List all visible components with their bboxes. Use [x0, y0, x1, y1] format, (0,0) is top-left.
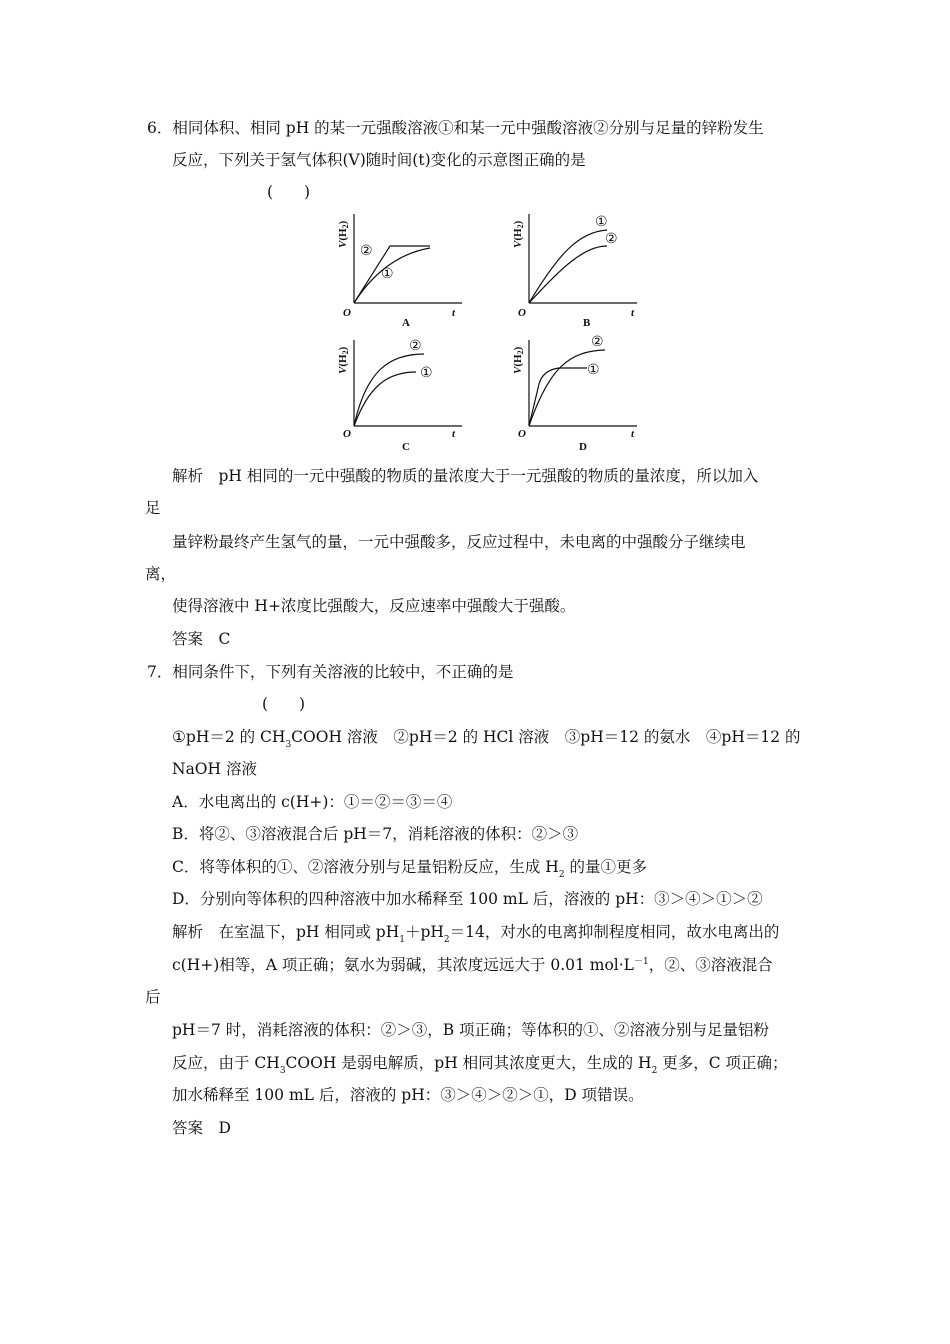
graph-b-origin: O: [518, 307, 526, 319]
graph-d-curve-label-2: ①: [587, 363, 600, 378]
graph-b-letter: B: [583, 317, 591, 329]
graph-a: [334, 208, 474, 333]
q7-option-d: D．分别向等体积的四种溶液中加水稀释至 100 mL 后，溶液的 pH：③＞④＞①＞②: [172, 890, 763, 908]
q7-analysis-line6: 加水稀释至 100 mL 后，溶液的 pH：③＞④＞②＞①，D 项错误。: [172, 1086, 644, 1104]
q6-answer: 答案 C: [172, 630, 231, 648]
q7-analysis-line4: pH＝7 时，消耗溶液的体积：②＞③，B 项正确；等体积的①、②溶液分别与足量铝粉: [172, 1021, 770, 1039]
graph-d-curve-label-1: ②: [591, 335, 604, 350]
graph-d-y-axis-label: V(H2): [512, 346, 525, 374]
graph-c: [334, 336, 474, 461]
q7-solutions-line1: ①pH＝2 的 $CH_3COOH$ 溶液 ②pH＝2 的 HCl 溶液 ③pH＝12 的氨水 ④pH＝12 的: [172, 728, 801, 750]
graph-b-curve-label-2: ②: [605, 232, 618, 247]
q7-analysis-line2: c(H+)相等，A 项正确；氨水为弱碱，其浓度远远大于 0.01 $mol\cdot L^{-1}$，②、③溶液混合: [172, 956, 773, 974]
q6-stem-line1: 6．相同体积、相同 pH 的某一元强酸溶液①和某一元中强酸溶液②分别与足量的锌粉发生: [147, 119, 764, 137]
q7-option-a: A．水电离出的 c(H+)：①＝②＝③＝④: [172, 793, 453, 811]
graph-d: [509, 336, 649, 461]
q6-analysis-line1: 解析 pH 相同的一元中强酸的物质的量浓度大于一元强酸的物质的量浓度，所以加入: [172, 467, 759, 485]
graph-c-curve-label-2: ①: [420, 366, 433, 381]
graph-d-origin: O: [518, 428, 526, 440]
q7-answer-blank: ( ): [262, 695, 306, 713]
q6-analysis-line5: 使得溶液中 H+浓度比强酸大，反应速率中强酸大于强酸。: [172, 597, 576, 615]
graph-c-letter: C: [402, 441, 410, 453]
q7-analysis-line3: 后: [145, 988, 161, 1006]
graph-c-y-axis-label: V(H2): [337, 346, 350, 374]
graph-b-y-axis-label: V(H2): [512, 220, 525, 248]
q7-stem: 7．相同条件下，下列有关溶液的比较中，不正确的是: [147, 663, 514, 681]
q7-option-b: B．将②、③溶液混合后 pH＝7，消耗溶液的体积：②＞③: [172, 825, 579, 843]
q6-analysis-line2: 足: [145, 499, 161, 517]
q6-analysis-line4: 离，: [145, 565, 177, 583]
graph-a-x-axis-label: t: [452, 307, 456, 319]
graph-a-letter: A: [402, 317, 410, 329]
q6-analysis-line3: 量锌粉最终产生氢气的量，一元中强酸多，反应过程中，未电离的中强酸分子继续电: [172, 533, 746, 551]
graph-c-origin: O: [343, 428, 351, 440]
graph-a-origin: O: [343, 307, 351, 319]
graph-a-curve-label-2: ①: [381, 267, 394, 282]
q7-answer: 答案 D: [172, 1119, 231, 1137]
q6-answer-blank: ( ): [267, 183, 311, 201]
graph-b-x-axis-label: t: [631, 307, 635, 319]
q7-analysis-line1: 解析 在室温下，pH 相同或 $pH_1+pH_2=14$，对水的电离抑制程度相同，故水电离出的: [172, 923, 780, 945]
q7-solutions-line2: NaOH 溶液: [172, 760, 257, 778]
graph-d-x-axis-label: t: [631, 428, 635, 440]
graph-a-curve-label-1: ②: [360, 244, 373, 259]
graph-d-letter: D: [579, 441, 587, 453]
graph-c-x-axis-label: t: [452, 428, 456, 440]
q7-option-c: C．将等体积的①、②溶液分别与足量铝粉反应，生成 $H_2$ 的量①更多: [172, 858, 647, 880]
q7-analysis-line5: 反应，由于 $CH_3COOH$ 是弱电解质，pH 相同其浓度更大，生成的 $H_2$ 更多，C 项正确；: [172, 1054, 788, 1076]
q6-stem-line2: 反应，下列关于氢气体积(V)随时间(t)变化的示意图正确的是: [172, 151, 586, 169]
graph-c-curve-label-1: ②: [409, 339, 422, 354]
graph-b-curve-label-1: ①: [595, 215, 608, 230]
graph-b: [509, 208, 649, 333]
graph-a-y-axis-label: V(H2): [337, 220, 350, 248]
